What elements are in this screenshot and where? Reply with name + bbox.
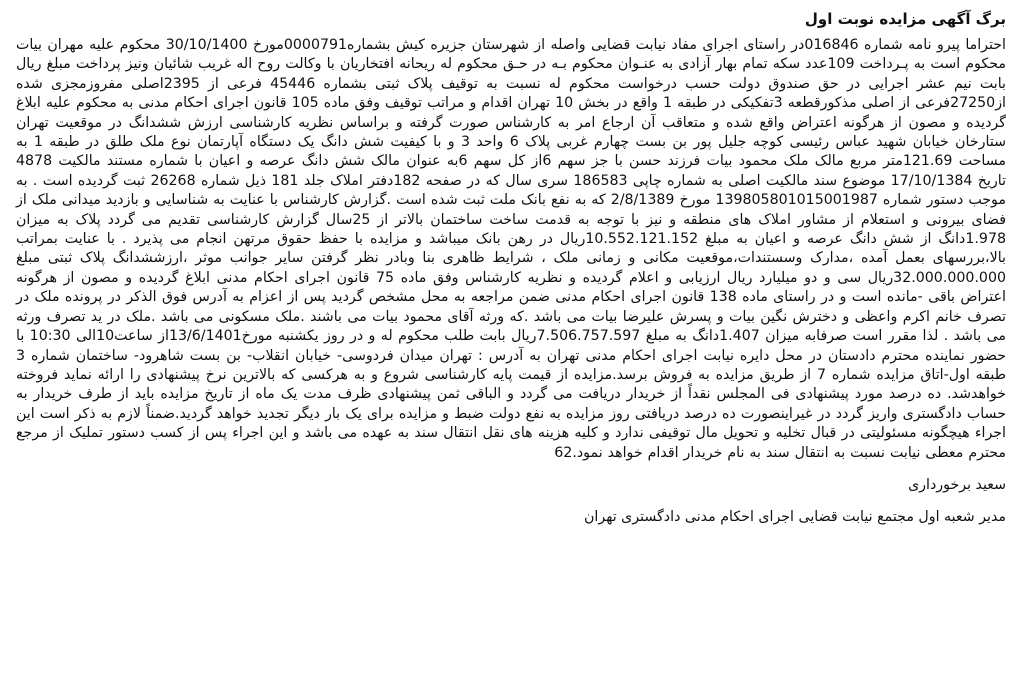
notice-title: برگ آگهی مزایده نوبت اول xyxy=(804,10,1006,28)
signatory-name: سعید برخورداری xyxy=(908,476,1006,493)
notice-document xyxy=(14,6,1010,672)
signatory-title: مدیر شعبه اول مجتمع نیابت قضایی اجرای احکام مدنی دادگستری تهران xyxy=(584,508,1006,525)
notice-body: احتراما پیرو نامه شماره 016846در راستای اجرای مفاد نیابت قضایی واصله از شهرستان جزیره کیش بشماره0000791مورخ 30/10/1400 محکوم علیه مهران بیات محکوم است به پـرداخت 109عدد سکه تمام بهار آزادی به عنـوان محکوم بـه در حـق محکوم له ریحانه افتخاریان با وکالت روح اله غریب شائیان ونیز پرداخت مبلغ ریال بابت نیم عشر اجرایی در حق صندوق دولت حسب درخواست محکوم له نسبت به توقیف پلاک ثبتی بشماره 45446 فرعی از 2395اصلی مفروزمجزی شده از27250فرعی از اصلی مذکورقطعه 3تفکیکی در طبقه 1 واقع در بخش 10 تهران اقدام و مراتب توقیف وفق ماده 105 قانون اجرای احکام مدنی به محکوم علیه ابلاغ گردیده و مصون از هرگونه اعتراض واقع شده و متعاقب آن ارجاع امر به کارشناس صورت گرفته و براساس نظریه کارشناسی ارزش ششدانگ در موقعیت تهران ستارخان خیابان شهید عباس رئیسی کوچه جلیل پور بن بست چهارم غربی پلاک 6 واحد 3 و با کیفیت شش دانگ یک دستگاه آپارتمان نوع ملک طلق در طبقه 1 به مساحت 121.69متر مربع مالک ملک محمود بیات فرزند حسن با جز سهم 6از کل سهم 6به عنوان مالک شش دانگ عرصه و اعیان با شماره مستند مالکیت 4878 تاریخ 17/10/1384 موضوع سند مالکیت اصلی به شماره چاپی 186583 سری سال که در صفحه 182دفتر املاک جلد 181 ذیل شماره 26268 ثبت گردیده است . به موجب دستور شماره 139805801015001987 مورخ 2/8/1389 که به نفع بانک ملت ثبت شده است .گزارش کارشناس با عنایت به شناسایی و بازدید میدانی ملک از فضای بیرونی و استعلام از مشاور املاک های منطقه و نیز با توجه به قدمت ساخت ساختمان بالاتر از 25سال گزارش کارشناسی تقدیم می گردد پلاک به میزان 1.978دانگ از شش دانگ عرصه و اعیان به مبلغ 10.552.121.152ریال در رهن بانک میباشد و مزایده با حفظ حقوق مرتهن انجام می پذیرد . با عنایت بمراتب بالا،بررسهای بعمل آمده ،مدارک وسستندات،موقعیت مکانی و زمانی ملک ، شرایط ظاهری بنا وبادر نظر گرفتن سایر جوانب موثر ،ارزششدانگ پلاک ثبتی مبلغ 32.000.000.000ریال سی و دو میلیارد ریال ارزیابی و اعلام گردیده و نظریه کارشناس وفق ماده 75 قانون اجرای احکام مدنی ابلاغ گردیده و مصون از هرگونه اعتراض باقی -مانده است و در راستای ماده 138 قانون اجرای احکام مدنی ضمن مراجعه به محل مشخص گردید پس از اعزام به آدرس فوق الذکر در پرونده ملک در تصرف خانم اکرم واعظی و دخترش نگین بیات و پسرش علیرضا بیات می باشد .که ورثه آقای محمود بیات می باشند .ملک مسکونی می باشد .ملک در ید تصرف ورثه می باشد . لذا مقرر است صرفابه میزان 1.407دانگ به مبلغ 7.506.757.597ریال بابت طلب محکوم له و در روز یکشنبه مورخ13/6/1401از ساعت10الی 10:30 با حضور نماینده محترم دادستان در محل دایره نیابت اجرای احکام مدنی تهران به آدرس : تهران میدان فردوسی- خیابان انقلاب- بن بست شاهرود- ساختمان شماره 3 طبقه اول-اتاق مزایده شماره 7 از طریق مزایده به فروش برسد.مزایده از قیمت پایه کارشناسی شروع و به هرکسی که بالاترین نرخ پیشنهادی را ارائه نماید فروخته خواهدشد. ده درصد مورد پیشنهادی فی المجلس نقداً از خریدار دریافت می گردد و الباقی ثمن پیشنهادی ظرف مدت یک ماه از تاریخ مزایده باید از طرف خریدار به حساب دادگستری واریز گردد در غیراینصورت ده درصد دریافتی روز مزایده به نفع دولت ضبط و مزایده برای یک بار دیگر تجدید خواهد گردید.ضمناً لازم به ذکر است این اجراء هیچگونه مسئولیتی در قبال تخلیه و تحویل مال توقیفی ندارد و کلیه هزینه های نقل انتقال سند به عهده می باشد و این اجراء پس از کسب دستور تملیک از مرجع محترم معطی نیابت نسبت به انتقال سند به نام خریدار اقدام خواهد نمود.62 xyxy=(16,37,1007,461)
